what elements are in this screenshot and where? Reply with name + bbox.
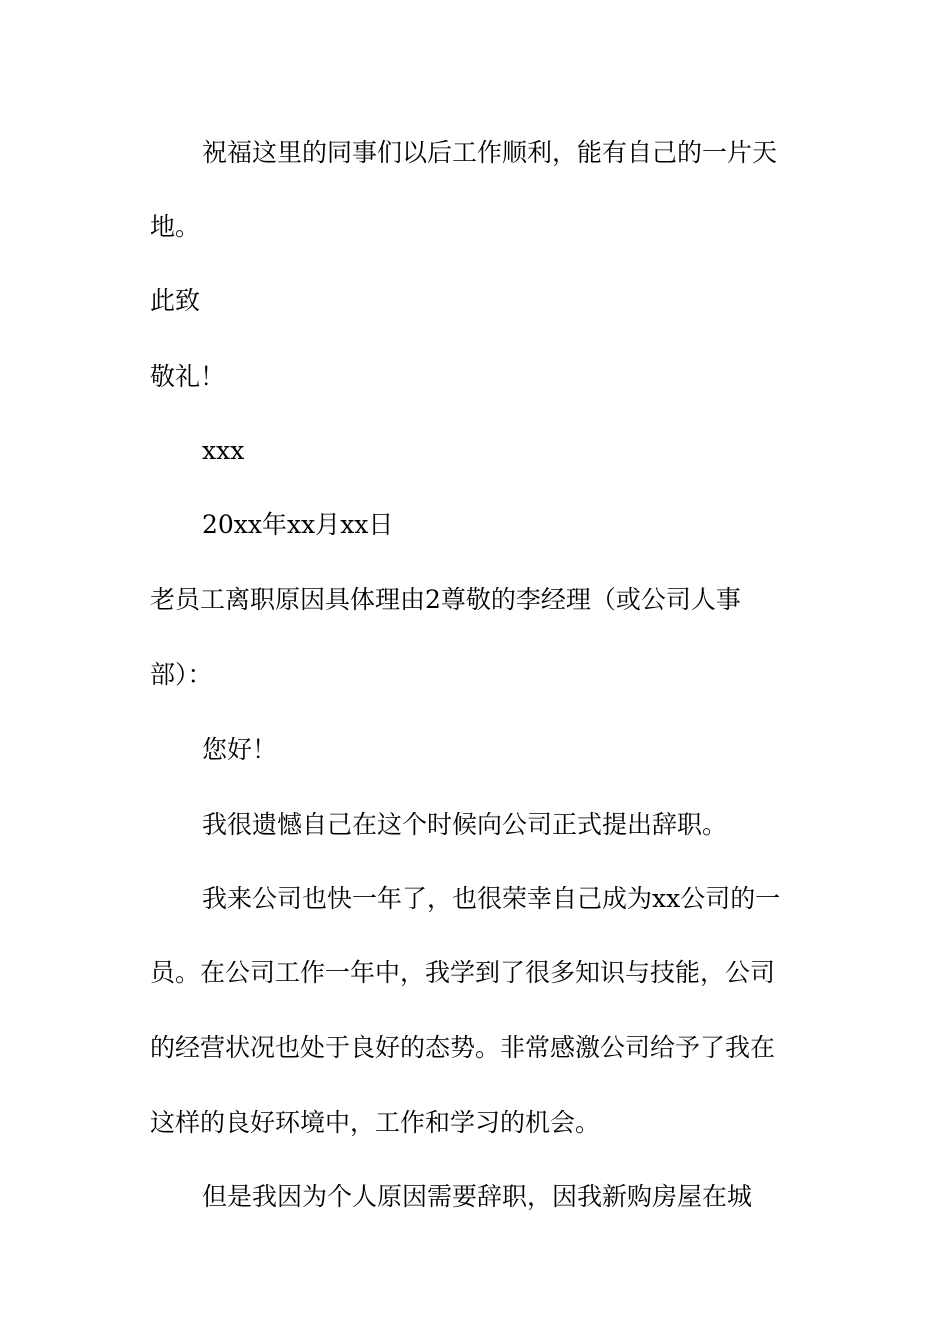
closing-regards: 敬礼！ (150, 362, 226, 391)
paragraph-line: 这样的良好环境中，工作和学习的机会。 (150, 1108, 601, 1137)
paragraph-line: 我很遗憾自己在这个时候向公司正式提出辞职。 (202, 810, 728, 839)
paragraph-line: 我来公司也快一年了，也很荣幸自己成为xx公司的一 (202, 884, 781, 913)
signature-name: xxx (202, 436, 245, 465)
paragraph-line: 员。在公司工作一年中，我学到了很多知识与技能，公司 (150, 958, 776, 987)
paragraph-line: 祝福这里的同事们以后工作顺利，能有自己的一片天 (202, 138, 778, 167)
closing-salutation: 此致 (150, 286, 201, 315)
section-title: 老员工离职原因具体理由2尊敬的李经理（或公司人事 (150, 585, 741, 614)
signature-date: 20xx年xx月xx日 (202, 510, 394, 539)
paragraph-line: 的经营状况也处于良好的态势。非常感激公司给予了我在 (150, 1033, 776, 1062)
greeting: 您好！ (202, 735, 278, 764)
paragraph-line: 但是我因为个人原因需要辞职，因我新购房屋在城 (202, 1182, 753, 1211)
section-title-continued: 部）： (150, 660, 213, 689)
paragraph-line: 地。 (150, 212, 201, 241)
